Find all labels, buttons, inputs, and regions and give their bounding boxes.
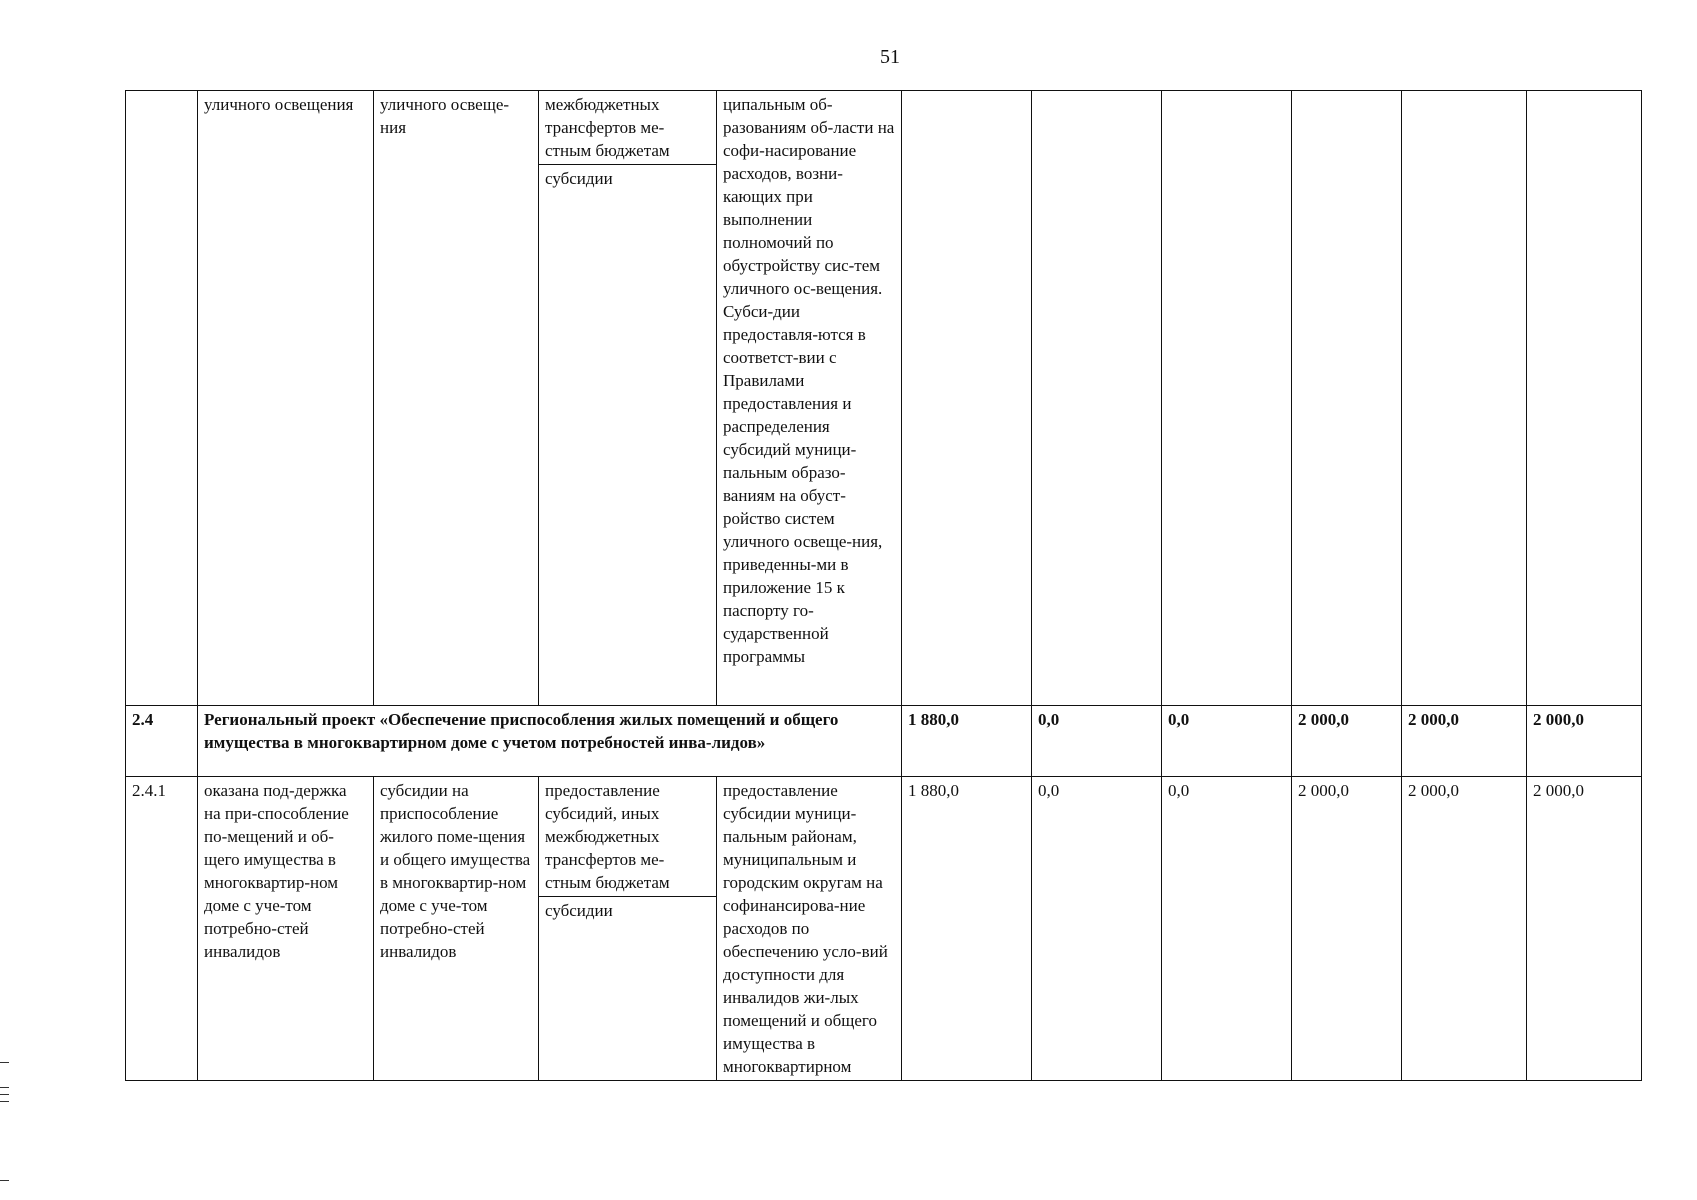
scan-margin-mark xyxy=(0,1062,9,1063)
result-cell: уличного освещения xyxy=(198,91,374,706)
value-cell: 0,0 xyxy=(1032,706,1162,777)
scan-margin-mark xyxy=(0,1094,9,1095)
value-cell: 1 880,0 xyxy=(902,777,1032,1081)
value-cell xyxy=(902,91,1032,706)
value-cell xyxy=(1527,91,1642,706)
value-cell: 2 000,0 xyxy=(1292,777,1402,1081)
description-cell: предоставление субсидии муници-пальным районам, муниципальным и городским округам на софинансирова-ние расходов по обеспечению усло-вий доступности для инвалидов жи-лых помещений и общего имущества в многоквартирном xyxy=(717,777,902,1081)
value-cell xyxy=(1292,91,1402,706)
value-cell xyxy=(1402,91,1527,706)
mechanism-type: предоставление субсидий, иных межбюджетных трансфертов ме-стным бюджетам xyxy=(539,777,716,897)
value-cell: 0,0 xyxy=(1162,777,1292,1081)
description-cell: ципальным об-разованиям об-ласти на софи-насирование расходов, возни-кающих при выполнении полномочий по обустройству сис-тем уличного ос-вещения. Субси-дии предоставля-ются в соответст-вии с Правилами предоставления и распределения субсидий муници-пальным образо-ваниям на обуст-ройство систем уличного освеще-ния, приведенны-ми в приложение 15 к паспорту го-сударственной программы xyxy=(717,91,902,706)
value-cell xyxy=(1162,91,1292,706)
value-cell: 0,0 xyxy=(1032,777,1162,1081)
value-cell: 0,0 xyxy=(1162,706,1292,777)
row-code xyxy=(126,91,198,706)
value-cell: 2 000,0 xyxy=(1402,706,1527,777)
value-cell: 2 000,0 xyxy=(1292,706,1402,777)
table-row xyxy=(126,91,1642,706)
mechanism-kind: субсидии xyxy=(545,901,613,920)
table-row xyxy=(126,777,1642,1081)
page-number: 51 xyxy=(880,46,900,68)
mechanism-cell xyxy=(539,777,717,1081)
value-cell: 2 000,0 xyxy=(1527,777,1642,1081)
project-title: Региональный проект «Обеспечение приспособления жилых помещений и общего имущества в многоквартирном доме с учетом потребностей инва-лидов» xyxy=(198,706,902,777)
table-row xyxy=(126,706,1642,777)
value-cell: 2 000,0 xyxy=(1402,777,1527,1081)
row-code: 2.4 xyxy=(126,706,198,777)
scan-margin-mark xyxy=(0,1101,9,1102)
value-cell xyxy=(1032,91,1162,706)
program-table xyxy=(125,90,1642,1081)
event-cell: субсидии на приспособление жилого поме-щения и общего имущества в многоквартир-ном доме с уче-том потребно-стей инвалидов xyxy=(374,777,539,1081)
scan-margin-mark xyxy=(0,1180,9,1181)
mechanism-kind: субсидии xyxy=(545,169,613,188)
event-cell: уличного освеще-ния xyxy=(374,91,539,706)
value-cell: 2 000,0 xyxy=(1527,706,1642,777)
result-cell: оказана под-держка на при-способление по-мещений и об-щего имущества в многоквартир-ном доме с уче-том потребно-стей инвалидов xyxy=(198,777,374,1081)
mechanism-type: межбюджетных трансфертов ме-стным бюджетам xyxy=(539,91,716,165)
mechanism-cell xyxy=(539,91,717,706)
value-cell: 1 880,0 xyxy=(902,706,1032,777)
row-code: 2.4.1 xyxy=(126,777,198,1081)
scan-margin-mark xyxy=(0,1087,9,1088)
